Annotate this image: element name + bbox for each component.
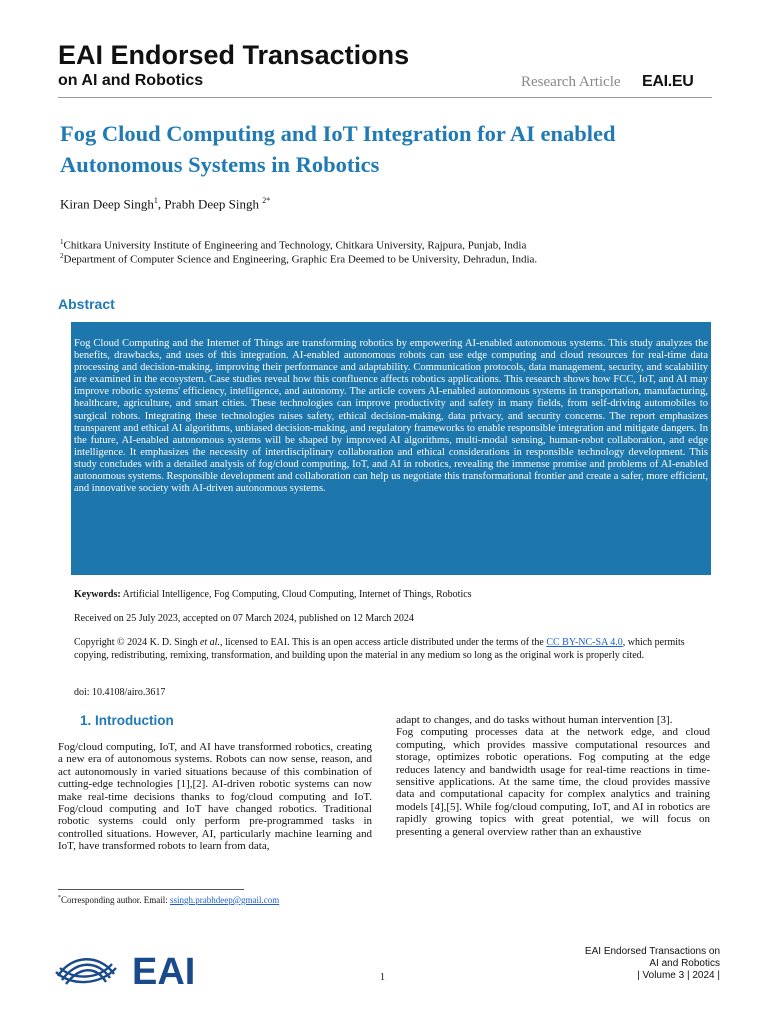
abstract-heading: Abstract xyxy=(58,296,115,312)
affiliation-sup: 2 xyxy=(60,252,64,260)
journal-title: EAI Endorsed Transactions xyxy=(58,40,410,70)
footer-line-1: EAI Endorsed Transactions on xyxy=(584,946,720,957)
paper-title: Fog Cloud Computing and IoT Integration for AI enabled Autonomous Systems in Robotics xyxy=(60,121,616,177)
journal-subtitle: on AI and Robotics xyxy=(58,72,204,89)
footer-journal-info xyxy=(520,946,720,982)
author-sup: 2* xyxy=(262,196,271,205)
keywords-text: Artificial Intelligence, Fog Computing, Cloud Computing, Internet of Things, Robotics xyxy=(122,589,472,600)
affiliation-sup: 1 xyxy=(60,238,64,246)
author-sup: 1 xyxy=(153,196,158,205)
affiliation-text: Chitkara University Institute of Engineering and Technology, Chitkara University, Rajpura, Punjab, India xyxy=(63,239,527,252)
publisher-mark[interactable]: EAI.EU xyxy=(642,73,694,90)
footnote-sup: * xyxy=(58,895,61,901)
logo-swirl-icon xyxy=(56,959,116,984)
publication-dates: Received on 25 July 2023, accepted on 07 March 2024, published on 12 March 2024 xyxy=(74,613,414,624)
author-separator: , xyxy=(157,196,165,212)
copyright-after: , which permits copying, redistributing, remixing, transformation, and building upon the material in any medium so long as the original work is properly cited. xyxy=(74,637,685,661)
copyright-before: Copyright © 2024 K. D. Singh xyxy=(74,637,200,648)
footer-line-3: | Volume 3 | 2024 | xyxy=(637,970,720,981)
copyright-notice xyxy=(74,637,710,662)
header-divider xyxy=(58,97,712,98)
copyright-etal: et al. xyxy=(199,637,220,648)
keywords xyxy=(74,589,710,602)
abstract-text: Fog Cloud Computing and the Internet of Things are transforming robotics by empowering AI-enabled autonomous systems. This study analyzes the benefits, drawbacks, and uses of this integration. AI-enabled autonomous robots can use edge computing and cloud resources for real-time data processing and decision-making, improving their performance and adaptability. Communication protocols, data management, security, and scalability are examined in the ecosystem. Case studies reveal how this confluence affects robotics applications. This research shows how FCC, IoT, and AI may improve robotic systems' efficiency, intelligence, and autonomy. The article covers AI-enabled autonomous systems in transportation, manufacturing, healthcare, agriculture, and smart cities. These technologies can improve productivity and safety in many fields, from self-driving automobiles to surgical robots. Integrating these technologies raises safety, ethical decision-making, data privacy, and security concerns. The report emphasizes transparent and ethical AI algorithms, unbiased decision-making, and regulatory frameworks to enable responsible integration and mitigate dangers. In the future, AI-enabled autonomous systems will be shaped by improved AI algorithms, multi-modal sensing, human-robot collaboration, and edge intelligence. It emphasizes the necessity of interdisciplinary collaboration and ethical considerations in responsible technology development. This study concludes with a detailed analysis of fog/cloud computing, IoT, and AI in robotics, revealing the immense promise and problems of AI-enabled autonomous systems. Responsible development and collaboration can help us negotiate this transformational frontier and create a safer, more efficient, and innovative society with AI-driven autonomous systems. xyxy=(74,338,708,495)
eai-logo xyxy=(54,946,224,992)
author-name: Prabh Deep Singh xyxy=(164,196,259,212)
affiliation-2 xyxy=(60,249,537,267)
logo-text: EAI xyxy=(132,951,196,992)
authors-line xyxy=(60,196,270,212)
license-link[interactable]: CC BY-NC-SA 4.0 xyxy=(546,637,623,648)
intro-right-paragraph-1: adapt to changes, and do tasks without human intervention [3]. xyxy=(396,714,673,726)
intro-right-column xyxy=(396,714,710,838)
intro-right-paragraph-2: Fog computing processes data at the network edge, and cloud computing, which provides massive computational resources and storage, optimizes robotic operations. Fog computing at the edge reduces latency and bandwidth usage for real-time reactions in time-sensitive applications. At the same time, the cloud provides massive data and computational capacity for complex analytics and training models [4],[5]. While fog/cloud computing, IoT, and AI in robotics are rapidly growing topics with great potential, we will focus on presenting a general overview rather than an exhaustive xyxy=(396,726,710,838)
footnote-divider xyxy=(58,889,244,890)
corresponding-author-footnote xyxy=(58,895,279,905)
footnote-label: Corresponding author. Email: xyxy=(61,895,170,905)
footer-line-2: AI and Robotics xyxy=(649,958,720,969)
page-number: 1 xyxy=(380,972,385,983)
copyright-middle: , licensed to EAI. This is an open access article distributed under the terms of the xyxy=(219,637,547,648)
affiliation-text: Department of Computer Science and Engineering, Graphic Era Deemed to be University, Dehradun, India. xyxy=(63,253,538,266)
section-heading-introduction: 1. Introduction xyxy=(80,713,174,728)
abstract-box xyxy=(71,322,711,575)
author-name: Kiran Deep Singh xyxy=(60,196,154,212)
article-type: Research Article xyxy=(521,74,621,90)
intro-left-column: Fog/cloud computing, IoT, and AI have transformed robotics, creating a new era of autonomous systems. Robots can now sense, reason, and act autonomously in varied situations because of this combination of cutting-edge technologies [1],[2]. AI-driven robotic systems can now make real-time decisions thanks to fog/cloud computing and IoT. Fog/cloud computing and IoT have changed robotics. Traditional robotic systems could only perform pre-programmed tasks in controlled situations. However, AI, particularly machine learning and IoT, have transformed robots to learn from data, xyxy=(58,741,372,853)
keywords-label: Keywords: xyxy=(74,589,121,600)
email-link[interactable]: ssingh.prabhdeep@gmail.com xyxy=(169,895,280,905)
doi[interactable]: doi: 10.4108/airo.3617 xyxy=(74,687,166,698)
